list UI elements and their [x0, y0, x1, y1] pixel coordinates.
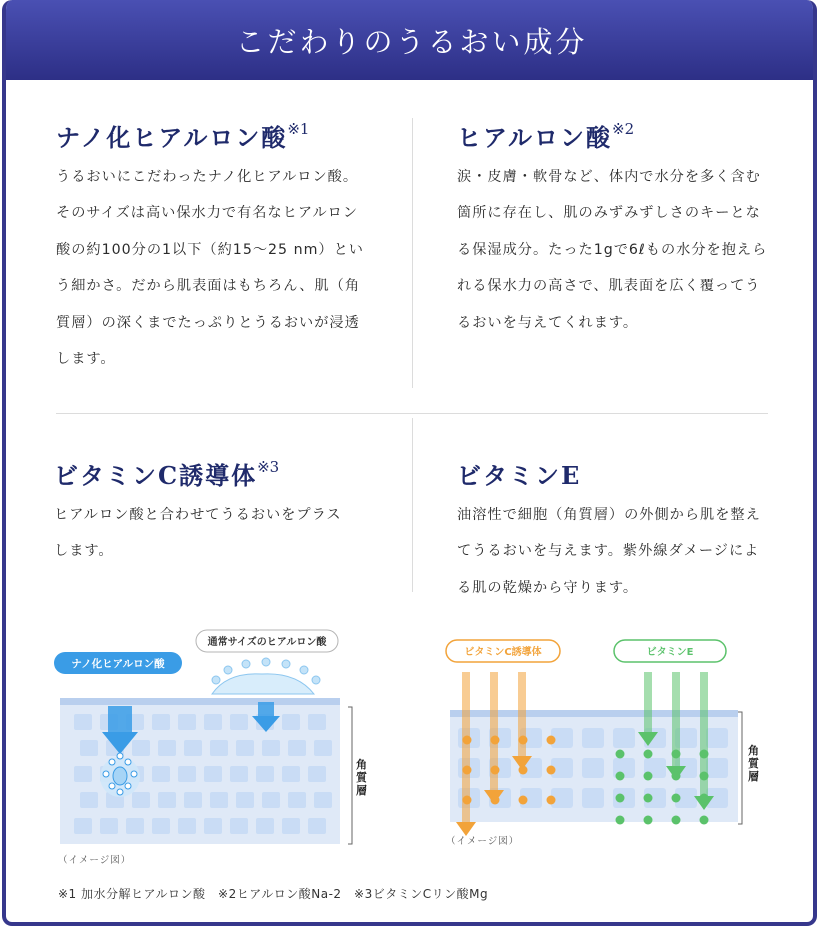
- vitamin-c-dot: [547, 796, 556, 805]
- ingredient-title: ビタミンE: [457, 461, 582, 490]
- ingredient-description: ヒアルロン酸と合わせてうるおいをプラス します。: [54, 506, 342, 560]
- nano-particle: [117, 753, 123, 759]
- skin-cell: [178, 818, 196, 834]
- vitamin-c-dot: [463, 736, 472, 745]
- skin-cell: [230, 766, 248, 782]
- droplet: [242, 660, 250, 668]
- divider-vertical-top: [412, 118, 413, 388]
- vitamin-e-arrow-shaft: [644, 672, 652, 732]
- ingredient-description: 涙・皮膚・軟骨など、体内で水分を多く含む 箇所に存在し、肌のみずみずしさのキーとな る保湿成分。たった1gで6ℓもの水分を抱えら れる保水力の高さで、肌表面を広く覆ってう るおいを与えてくれます。: [457, 168, 768, 331]
- diagram-caption-right: （イメージ図）: [446, 836, 520, 847]
- ve-label-text: ビタミンE: [646, 647, 694, 658]
- skin-cell: [152, 766, 170, 782]
- ingredient-nano-hyaluronic: [56, 120, 396, 378]
- nano-particle: [131, 771, 137, 777]
- layer-bracket: [348, 707, 352, 844]
- vitamin-e-dot: [672, 750, 681, 759]
- skin-cell: [204, 766, 222, 782]
- skin-cell: [706, 728, 728, 748]
- skin-cell: [308, 766, 326, 782]
- skin-surface: [60, 698, 340, 705]
- vitamin-e-dot: [616, 794, 625, 803]
- vitamin-e-dot: [672, 794, 681, 803]
- droplet: [312, 676, 320, 684]
- skin-cell: [74, 766, 92, 782]
- skin-cell: [256, 818, 274, 834]
- skin-cell: [314, 792, 332, 808]
- skin-cell: [152, 714, 170, 730]
- nano-particle: [125, 783, 131, 789]
- skin-cell: [210, 792, 228, 808]
- skin-cell: [308, 818, 326, 834]
- vitamin-c-dot: [463, 766, 472, 775]
- vitamin-c-dot: [491, 736, 500, 745]
- vitamin-e-dot: [672, 816, 681, 825]
- header-banner: [2, 0, 817, 80]
- skin-cell: [100, 818, 118, 834]
- vitamin-e-dot: [616, 816, 625, 825]
- skin-cell: [288, 740, 306, 756]
- vitamin-c-dot: [491, 796, 500, 805]
- vitamin-c-dot: [491, 766, 500, 775]
- skin-cell: [178, 766, 196, 782]
- skin-cell: [308, 714, 326, 730]
- skin-cell: [178, 714, 196, 730]
- skin-cell: [282, 818, 300, 834]
- skin-cell: [204, 818, 222, 834]
- ingredient-title: ナノ化ヒアルロン酸$^{※1}$: [56, 120, 310, 152]
- skin-cell: [184, 792, 202, 808]
- vitamin-c-dot: [463, 796, 472, 805]
- skin-cell: [152, 818, 170, 834]
- skin-cell: [74, 818, 92, 834]
- skin-cell: [236, 740, 254, 756]
- skin-cell: [158, 792, 176, 808]
- vitamin-e-dot: [644, 816, 653, 825]
- droplet: [262, 658, 270, 666]
- vitamin-c-dot: [519, 796, 528, 805]
- skin-cell: [706, 758, 728, 778]
- normal-hyaluronic-blob: [212, 674, 314, 694]
- nano-particle: [109, 783, 115, 789]
- diagram-caption-left: （イメージ図）: [58, 855, 132, 866]
- vitamin-e-dot: [700, 772, 709, 781]
- skin-cell: [80, 740, 98, 756]
- divider-vertical-bottom: [412, 418, 413, 592]
- skin-cell: [184, 740, 202, 756]
- divider-horizontal: [56, 413, 768, 414]
- vitamin-e-dot: [644, 794, 653, 803]
- layer-label-right: 角質層: [748, 744, 759, 783]
- vc-label-text: ビタミンC誘導体: [464, 647, 542, 658]
- vitamin-e-dot: [644, 750, 653, 759]
- vitamin-c-dot: [519, 766, 528, 775]
- skin-cell: [74, 714, 92, 730]
- skin-cell: [314, 740, 332, 756]
- skin-cell: [132, 792, 150, 808]
- ingredient-title: ビタミンC誘導体$^{※3}$: [54, 458, 280, 490]
- normal-label-text: 通常サイズのヒアルロン酸: [207, 637, 327, 648]
- nano-particle: [109, 759, 115, 765]
- vitamin-c-dot: [547, 736, 556, 745]
- ingredient-vitamin-c: [54, 458, 394, 570]
- nano-hyaluronic-diagram: [52, 622, 382, 852]
- normal-label-pill: [196, 630, 338, 652]
- vitamin-e-dot: [616, 750, 625, 759]
- nano-particle: [103, 771, 109, 777]
- skin-cell: [80, 792, 98, 808]
- vitamin-e-dot: [700, 750, 709, 759]
- skin-cell: [582, 788, 604, 808]
- vitamin-diagram: [444, 636, 754, 836]
- skin-cell: [126, 818, 144, 834]
- skin-cell: [132, 740, 150, 756]
- droplet: [224, 666, 232, 674]
- page-title: こだわりのうるおい成分: [235, 24, 588, 59]
- footnote: ※1 加水分解ヒアルロン酸 ※2ヒアルロン酸Na-2 ※3ビタミンCリン酸Mg: [58, 887, 489, 901]
- skin-cell: [204, 714, 222, 730]
- droplet: [212, 676, 220, 684]
- skin-cell: [582, 758, 604, 778]
- vitamin-c-dot: [547, 766, 556, 775]
- skin-cell: [582, 728, 604, 748]
- skin-cell: [158, 740, 176, 756]
- skin-cell: [282, 766, 300, 782]
- skin-cell: [613, 728, 635, 748]
- nano-particle: [125, 759, 131, 765]
- ingredient-description: うるおいにこだわったナノ化ヒアルロン酸。 そのサイズは高い保水力で有名なヒアルロン 酸の約100分の1以下（約15〜25 nm）とい う細かさ。だから肌表面はもちろん、肌（角 質層）の深くまでたっぷりとうるおいが浸透 します。: [56, 168, 364, 368]
- skin-cell: [236, 792, 254, 808]
- vitamin-e-dot: [700, 816, 709, 825]
- ingredient-title: ヒアルロン酸$^{※2}$: [457, 120, 635, 152]
- vitamin-e-dot: [616, 772, 625, 781]
- skin-cell: [282, 714, 300, 730]
- skin-cell: [288, 792, 306, 808]
- skin-cell: [256, 766, 274, 782]
- layer-label-left: 角質層: [356, 758, 367, 797]
- vitamin-e-dot: [700, 794, 709, 803]
- nano-particle: [117, 789, 123, 795]
- ve-label-pill: [614, 640, 726, 662]
- nano-label-text: ナノ化ヒアルロン酸: [71, 658, 165, 670]
- skin-cell: [210, 740, 228, 756]
- ingredient-hyaluronic: [457, 120, 787, 341]
- nano-label-pill: [54, 652, 182, 674]
- droplet: [300, 666, 308, 674]
- vc-label-pill: [446, 640, 560, 662]
- ingredient-description: 油溶性で細胞（角質層）の外側から肌を整え てうるおいを与えます。紫外線ダメージによ る肌の乾燥から守ります。: [457, 506, 761, 596]
- vitamin-c-dot: [519, 736, 528, 745]
- skin-cell: [262, 740, 280, 756]
- skin-cell: [230, 714, 248, 730]
- skin-cell: [262, 792, 280, 808]
- layer-bracket: [738, 712, 742, 824]
- ingredient-vitamin-e: [457, 462, 787, 606]
- vitamin-e-dot: [644, 772, 653, 781]
- droplet: [282, 660, 290, 668]
- skin-cell: [230, 818, 248, 834]
- nano-core: [113, 767, 127, 785]
- content-frame: [2, 0, 817, 926]
- vitamin-e-dot: [672, 772, 681, 781]
